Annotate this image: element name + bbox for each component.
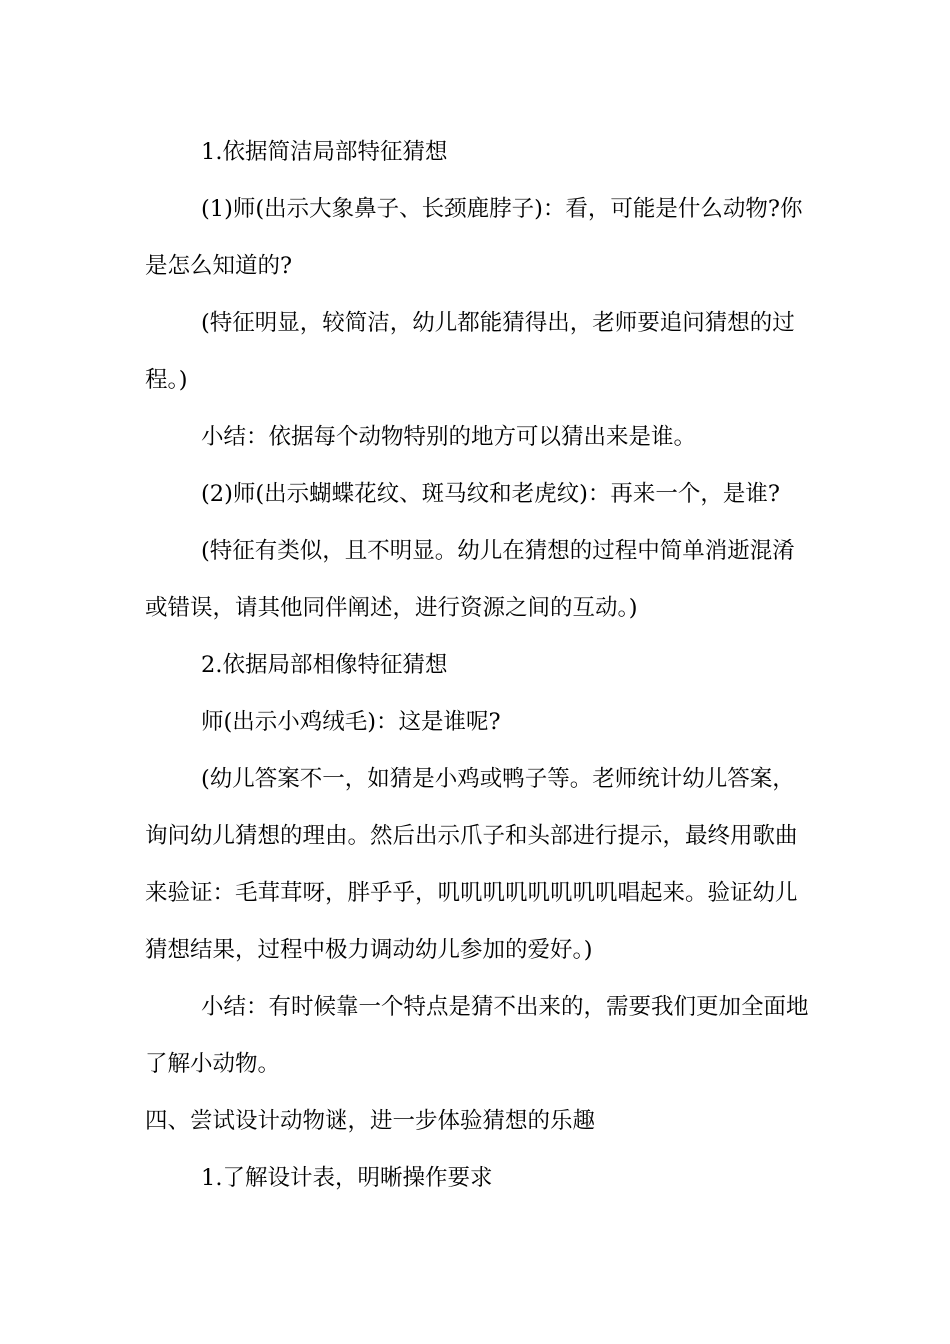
paragraph-line: 询问幼儿猜想的理由。然后出示爪子和头部进行提示，最终用歌曲	[145, 823, 798, 849]
paragraph-line: 或错误，请其他同伴阐述，进行资源之间的互动。)	[145, 595, 638, 621]
paragraph-line: (特征有类似，且不明显。幼儿在猜想的过程中简单消逝混淆	[201, 538, 795, 564]
summary-line: 小结：有时候靠一个特点是猜不出来的，需要我们更加全面地	[201, 994, 809, 1020]
paragraph-line: 师(出示小鸡绒毛)：这是谁呢?	[201, 709, 501, 735]
paragraph-line: (1)师(出示大象鼻子、长颈鹿脖子)：看，可能是什么动物?你	[201, 196, 803, 222]
subheading-3: 1.了解设计表，明晰操作要求	[201, 1165, 493, 1191]
paragraph-line: (2)师(出示蝴蝶花纹、斑马纹和老虎纹)：再来一个，是谁?	[201, 481, 780, 507]
paragraph-line: 是怎么知道的?	[145, 253, 293, 279]
subheading-2: 2.依据局部相像特征猜想	[201, 652, 448, 678]
paragraph-line: (特征明显，较简洁，幼儿都能猜得出，老师要追问猜想的过	[201, 310, 795, 336]
section-heading: 四、尝试设计动物谜，进一步体验猜想的乐趣	[145, 1108, 596, 1134]
subheading-1: 1.依据简洁局部特征猜想	[201, 139, 448, 165]
paragraph-line: 了解小动物。	[145, 1051, 281, 1077]
paragraph-line: 猜想结果，过程中极力调动幼儿参加的爱好。)	[145, 937, 593, 963]
paragraph-line: 来验证：毛茸茸呀，胖乎乎，叽叽叽叽叽叽叽叽唱起来。验证幼儿	[145, 880, 798, 906]
paragraph-line: 程。)	[145, 367, 188, 393]
summary-line: 小结：依据每个动物特别的地方可以猜出来是谁。	[201, 424, 697, 450]
paragraph-line: (幼儿答案不一，如猜是小鸡或鸭子等。老师统计幼儿答案，	[201, 766, 795, 792]
